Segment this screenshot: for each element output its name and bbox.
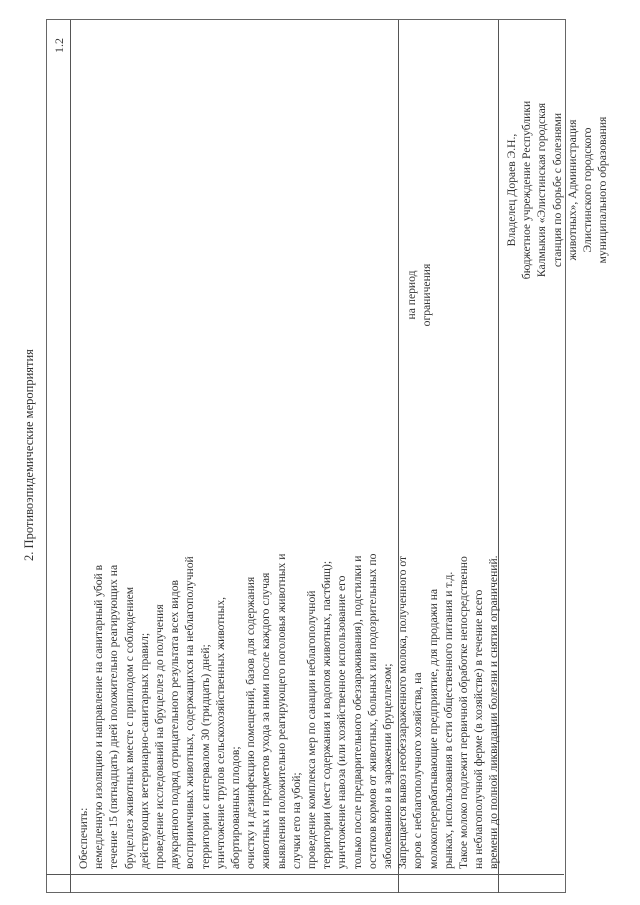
measures-line: бруцеллез животных вместе с приплодом с соблюдением (122, 586, 136, 869)
measures-line: уничтожение трупов сельскохозяйственных животных, (213, 596, 227, 869)
term-cell (404, 245, 434, 345)
measures-line: Такое молоко подлежит первичной обработке непосредственно (457, 556, 471, 869)
measures-line: двукратного подряд отрицательного результата всех видов (168, 580, 182, 869)
responsible-line: станция по борьбе с болезнями (550, 112, 564, 268)
measures-line: действующих ветеринарно-санитарных правил; (137, 632, 151, 869)
measures-line: остатков кормов от животных, больных или подозрительных по (365, 553, 379, 869)
column-divider-number (70, 20, 71, 893)
measures-line: только после предварительного обеззараживания), подстилки и (350, 555, 364, 869)
measures-line: абортированных плодов; (229, 746, 243, 869)
responsible-line: бюджетное учреждение Республики (520, 100, 534, 280)
term-line-2: ограничения (420, 263, 433, 327)
term-line-1: на период (405, 270, 418, 320)
measures-line: рынках, использования в сети общественного питания и т.д. (441, 571, 455, 869)
measures-line: проведение комплекса мер по санации неблагополучной (305, 590, 319, 869)
responsible-lines (504, 35, 610, 345)
section-title: 2. Противоэпидемические мероприятия (22, 349, 36, 561)
measures-line: молокоперерабатывающие предприятие, для продажи на (426, 588, 440, 869)
measures-line: животных и предметов ухода за ними после каждого случая (259, 572, 273, 869)
section-row-divider (46, 874, 564, 875)
measures-line: выявления положительно реагирующего поголовья животных и (274, 553, 288, 869)
measures-line: проведение исследований на бруцеллез до получения (153, 604, 167, 869)
responsible-line: животных», Администрация (565, 119, 579, 261)
measures-line: на неблагополучной ферме (в хозяйстве) в течение всего (472, 589, 486, 869)
measures-line: уничтожение навоза (или хозяйственное использование его (335, 575, 349, 869)
measures-line: времени до полной ликвидации болезни и снятия ограничений. (487, 555, 501, 869)
responsible-line: Калмыкия «Элистинская городская (535, 102, 549, 278)
responsible-line: муниципального образования (596, 116, 610, 264)
measures-lines (76, 25, 502, 869)
measures-line: заболеванию и в заражении бруцеллезом; (381, 663, 395, 869)
responsible-line: Элистинского городского (581, 127, 595, 253)
measures-line: территории с интервалом 30 (тридцать) дней; (198, 644, 212, 869)
responsible-line: Владелец Дорaев Э.Н., (505, 133, 518, 247)
measures-line: немедленную изоляцию и направление на санитарный убой в (92, 564, 106, 869)
measures-line: очистку и дезинфекцию помещений, базов для содержания (244, 576, 258, 869)
measures-line: коров с неблагополучного хозяйства, на (411, 672, 425, 869)
responsible-cell (504, 35, 610, 345)
measures-line: случки его на убой; (289, 772, 303, 869)
measures-line: восприимчивых животных, содержащихся на неблагополучной (183, 556, 197, 869)
row-number: 1.2 (52, 38, 66, 53)
measures-line: течение 15 (пятнадцать) дней положительно реагирующих на (107, 564, 121, 869)
measures-line: территории (мест содержания и водопоя животных, пастбищ); (320, 560, 334, 869)
measures-line: Обеспечить: (77, 807, 90, 869)
measures-line: Запрещается вывоз необеззараженного молока, полученного от (396, 555, 410, 869)
